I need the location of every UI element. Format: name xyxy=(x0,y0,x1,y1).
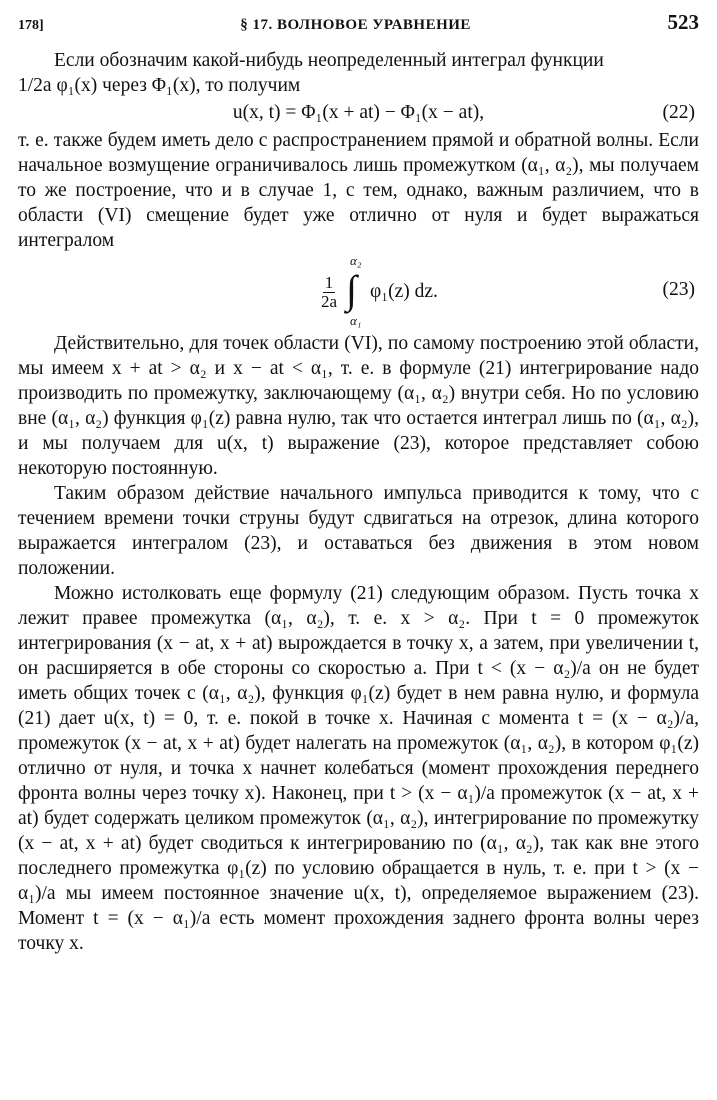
equation-23-number: (23) xyxy=(662,279,695,300)
equation-22-number: (22) xyxy=(662,102,695,123)
integral-sign xyxy=(344,253,366,328)
section-ref: 178] xyxy=(18,18,44,33)
integrand: φ₁(z) dz. xyxy=(370,281,438,302)
equation-22 xyxy=(18,100,699,126)
running-header xyxy=(18,10,699,38)
paragraph-1-line-1: Если обозначим какой-нибудь неопределенный интеграл функции xyxy=(54,50,604,71)
integral-lower-limit: α₁ xyxy=(350,313,362,328)
paragraph-1-line-2: 1/2a φ₁(x) через Φ₁(x), то получим xyxy=(18,75,301,96)
paragraph-5: Можно истолковать еще формулу (21) следующим образом. Пусть точка x лежит правее промежутка (α₁, α₂), т. е. x > α₂. При t = 0 промежуток интегрирования (x − at, x + at) вырождается в точку x, а затем, при увеличении t, он расширяется в обе стороны со скоростью a. При t < (x − α₂)/a он не будет иметь общих точек с (α₁, α₂), функция φ₁(z) будет в нем равна нулю, и формула (21) дает u(x, t) = 0, т. е. покой в точке x. Начиная с момента t = (x − α₂)/a, промежуток (x − at, x + at) будет налегать на промежуток (α₁, α₂), в котором φ₁(z) отлично от нуля, и точка x начнет колебаться (момент прохождения переднего фронта волны через точку x). Наконец, при t > (x − α₁)/a промежуток (x − at, x + at) будет содержать целиком промежуток (α₁, α₂), интегрирование по промежутку (x − at, x + at) будет сводиться к интегрированию по (α₁, α₂), так как вне этого последнего промежутка φ₁(z) по условию обращается в нуль, т. е. при t > (x − α₁)/a мы имеем постоянное значение u(x, t), определяемое выражением (23). Момент t = (x − α₁)/a есть момент прохождения заднего фронта волны через точку x. xyxy=(18,583,699,954)
integral-upper-limit: α₂ xyxy=(350,253,362,268)
paragraph-3: Действительно, для точек области (VI), по самому построению этой области, мы имеем x + at > α₂ и x − at < α₁, т. е. в формуле (21) интегрирование надо производить по промежутку, заключающему (α₁, α₂) внутри себя. Но по условию вне (α₁, α₂) функция φ₁(z) равна нулю, так что остается интеграл лишь по (α₁, α₂), и мы получаем для u(x, t) выражение (23), которое представляет собою некоторую постоянную. xyxy=(18,333,699,479)
paragraph-2: т. е. также будем иметь дело с распространением прямой и обратной волны. Если начальное возмущение ограничивалось лишь промежутком (α₁, α₂), мы получаем то же построение, что и в случае 1, с тем, однако, важным различием, что в области (VI) смещение будет уже отлично от нуля и будет выражаться интегралом xyxy=(18,130,699,251)
equation-23-fraction xyxy=(319,274,339,311)
equation-22-body: u(x, t) = Φ₁(x + at) − Φ₁(x − at), xyxy=(232,102,485,123)
fraction-numerator: 1 xyxy=(324,272,334,292)
page-number: 523 xyxy=(667,10,699,34)
running-title: § 17. ВОЛНОВОЕ УРАВНЕНИЕ xyxy=(240,17,471,33)
equation-23 xyxy=(18,253,699,328)
integral-symbol: ∫ xyxy=(346,267,358,312)
paragraph-4: Таким образом действие начального импульса приводится к тому, что с течением времени точки струны будут сдвигаться на отрезок, длина которого выражается интегралом (23), и оставаться без движения в этом новом положении. xyxy=(18,483,699,579)
fraction-denominator: 2a xyxy=(321,291,338,311)
